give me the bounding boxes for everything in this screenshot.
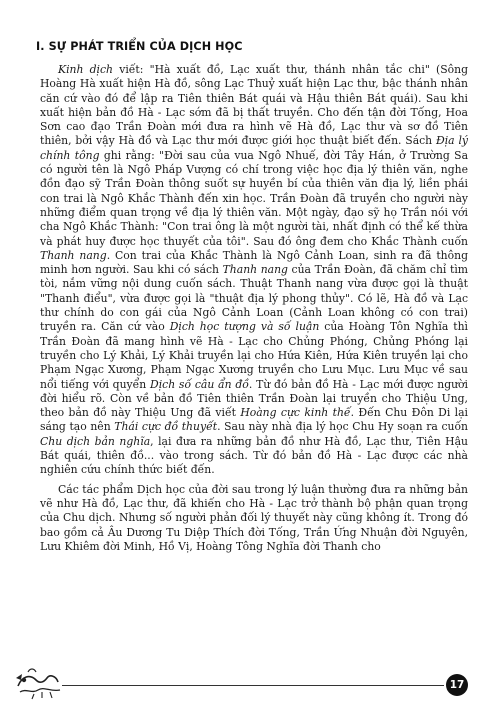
- book-title: Kinh dịch: [58, 63, 114, 76]
- body-text: [40, 63, 468, 554]
- text-run: . Sau này nhà địa lý học Chu Hy soạn ra cuốn: [217, 420, 469, 434]
- text-run: viết: "Hà xuất đồ, Lạc xuất thư, thánh nhân tắc chi" (Sông Hoàng Hà xuất hiện Hà đồ, sông Lạc Thuỷ xuất hiện Lạc thư, bậc thánh nhân căn cứ vào đó để lập ra Tiên thiên Bát quái và Hậu thiên Bát quái). Sau khi xuất hiện bản đồ Hà - Lạc sớm đã bị thất truyền. Cho đến tận đời Tống, Hoa Sơn cao đạo Trần Đoàn mới đưa ra hình vẽ Hà đồ, Lạc thư và sơ đồ Tiên thiên, bởi vậy Hà đồ và Lạc thư mới được giới học thuật biết đến. Sách: [40, 63, 468, 148]
- text-run: của Hoàng Tôn Nghĩa thì Trần Đoàn đã mang hình vẽ Hà - Lạc cho Chủng Phóng, Chủng Phóng lại truyền cho Lý Khải, Lý Khải truyền lại cho Hứa Kiên, Hứa Kiên truyền lại cho Phạm Ngạc Xương, Phạm Ngạc Xương truyền cho Lưu Mục. Lưu Mục về sau nổi tiếng với quyển: [40, 320, 468, 391]
- page-number: 17: [446, 674, 468, 696]
- text-run: . Đến Chu Đôn Di lại sáng tạo nên: [40, 406, 469, 434]
- book-title: Hoàng cực kinh thế: [240, 406, 351, 420]
- text-run: . Con trai của Khắc Thành là Ngô Cảnh Loan, sinh ra đã thông minh hơn người. Sau khi có sách: [40, 248, 469, 277]
- dragon-ornament-icon: [14, 664, 64, 700]
- book-title: Thanh nang: [40, 248, 107, 262]
- book-title: Chu dịch bản nghĩa: [40, 434, 151, 448]
- section-heading: I. SỰ PHÁT TRIỂN CỦA DỊCH HỌC: [36, 40, 243, 53]
- book-title: Dịch học tượng và số luận: [169, 320, 320, 334]
- text-run: của Trần Đoàn, đã chăm chỉ tìm tòi, nắm vững nội dung cuốn sách. Thuật Thanh nang vừa được gọi là thuật "Thanh điểu", vừa được gọi là "thuật địa lý phong thủy". Có lẽ, Hà đồ và Lạc thư chính do con gái của Ngô Cảnh Loan (Cảnh Loan không có con trai) truyền ra. Căn cứ vào: [40, 263, 469, 334]
- book-title: Dịch số câu ẩn đồ: [150, 377, 249, 391]
- paragraph-1: [40, 63, 468, 478]
- paragraph-2: [40, 483, 468, 554]
- book-title: Địa lý chính tông: [40, 134, 468, 162]
- text-run: , lại đưa ra những bản đồ như Hà đồ, Lạc thư, Tiên Hậu Bát quái, thiên đồ... vào trong sách. Từ đó bản đồ Hà - Lạc được các nhà nghiên cứu chính thức biết đến.: [40, 434, 468, 477]
- book-title: Thanh nang: [222, 263, 288, 277]
- footer-rule: [62, 685, 444, 686]
- text-run: Các tác phẩm Dịch học của đời sau trong lý luận thường đưa ra những bản vẽ như Hà đồ, Lạc thư, đã khiến cho Hà - Lạc trở thành bộ phận quan trọng của Chu dịch. Nhưng số người phản đối lý thuyết này cũng không ít. Trong đó bao gồm cả Âu Dương Tu Diệp Thích đời Tống, Trần Ứng Nhuận đời Nguyên, Lưu Khiêm đời Minh, Hồ Vị, Hoàng Tông Nghĩa đời Thanh cho: [40, 482, 468, 553]
- text-run: ghi rằng: "Đời sau của vua Ngô Nhuế, đời Tây Hán, ở Trường Sa có người tên là Ngô Pháp Vượng có chí trong việc học địa lý thiên văn, nghe đồn đạo sỹ Trần Đoàn thông suốt sự huyền bí của thiên văn địa lý, liền phái con trai là Ngô Khắc Thành đến xin học. Trần Đoàn đã truyền cho người này những điểm quan trọng về địa lý thiên văn. Một ngày, đạo sỹ họ Trần nói với cha Ngô Khắc Thành: "Con trai ông là một người tài, nhất định có thể kế thừa và phát huy được học thuyết của tôi". Sau đó ông đem cho Khắc Thành cuốn: [40, 148, 469, 248]
- book-title: Thái cực đồ thuyết: [114, 420, 218, 434]
- text-run: . Từ đó bản đồ Hà - Lạc mới được người đời hiểu rõ. Còn về bản đồ Tiên thiên Trần Đoàn lại truyền cho Thiệu Ung, theo bản đồ này Thiệu Ung đã viết: [40, 377, 469, 420]
